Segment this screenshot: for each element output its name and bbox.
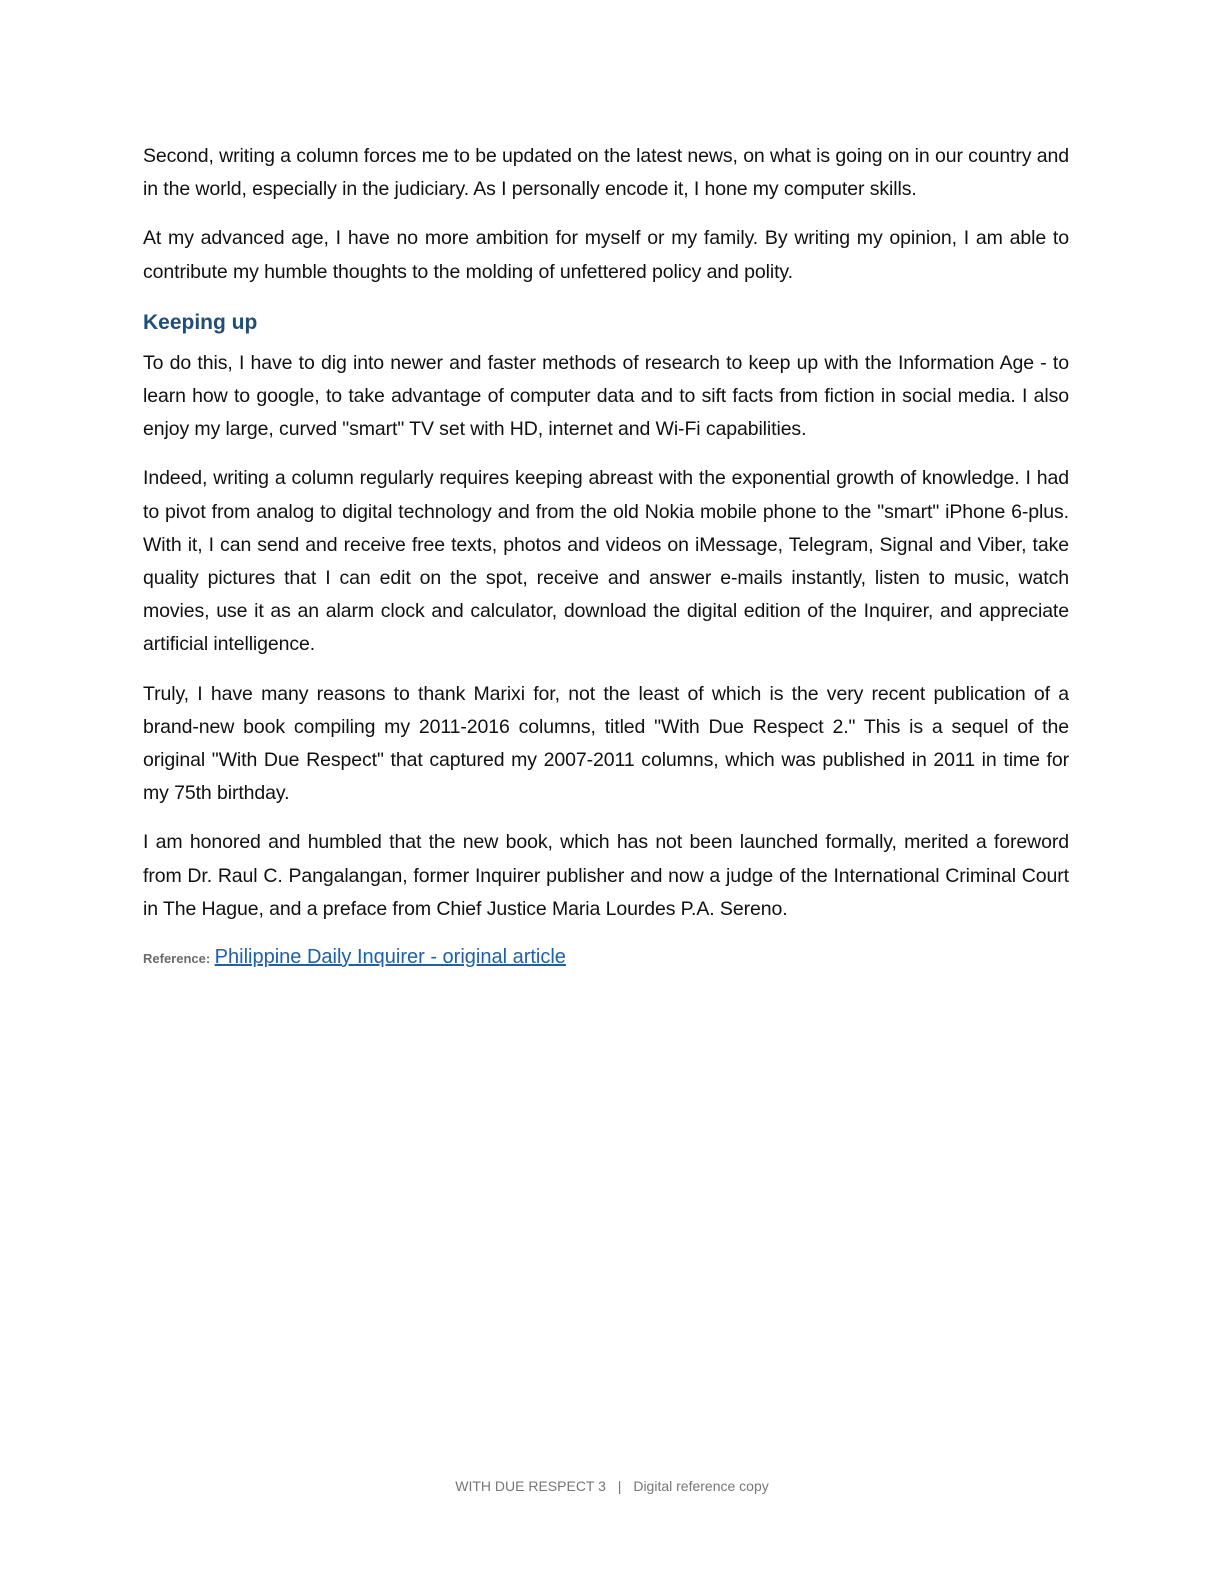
body-paragraph: At my advanced age, I have no more ambition for myself or my family. By writing my opinion, I am able to contribute my humble thoughts to the molding of unfettered policy and polity. <box>143 227 1069 283</box>
body-paragraph: To do this, I have to dig into newer and faster methods of research to keep up with the Information Age - to learn how to google, to take advantage of computer data and to sift facts from fiction in social media. I also enjoy my large, curved "smart" TV set with HD, internet and Wi-Fi capabilities. <box>143 351 1069 441</box>
body-paragraph: Indeed, writing a column regularly requires keeping abreast with the exponential growth of knowledge. I had to pivot from analog to digital technology and from the old Nokia mobile phone to the "smart" iPhone 6-plus. With it, I can send and receive free texts, photos and videos on iMessage, Telegram, Signal and Viber, take quality pictures that I can edit on the spot, receive and answer e-mails instantly, listen to music, watch movies, use it as an alarm clock and calculator, download the digital edition of the Inquirer, and appreciate artificial intelligence. <box>143 467 1069 656</box>
page-body <box>143 140 1069 974</box>
reference-line <box>143 942 1069 974</box>
page-footer <box>0 1478 1224 1494</box>
footer-book-title: WITH DUE RESPECT 3 <box>455 1478 606 1494</box>
footer-separator: | <box>617 1478 622 1494</box>
body-paragraph: Truly, I have many reasons to thank Marixi for, not the least of which is the very recent publication of a brand-new book compiling my 2011-2016 columns, titled "With Due Respect 2." This is a sequel of the original "With Due Respect" that captured my 2007-2011 columns, which was published in 2011 in time for my 75th birthday. <box>143 682 1069 805</box>
body-paragraph: Second, writing a column forces me to be updated on the latest news, on what is going on in our country and in the world, especially in the judiciary. As I personally encode it, I hone my computer skills. <box>143 145 1069 201</box>
reference-label: Reference: <box>143 951 211 967</box>
reference-link[interactable]: Philippine Daily Inquirer - original article <box>214 946 566 969</box>
body-paragraph: I am honored and humbled that the new book, which has not been launched formally, merited a foreword from Dr. Raul C. Pangalangan, former Inquirer publisher and now a judge of the International Criminal Court in The Hague, and a preface from Chief Justice Maria Lourdes P.A. Sereno. <box>143 831 1069 920</box>
section-heading: Keeping up <box>143 310 258 334</box>
footer-note: Digital reference copy <box>633 1478 769 1494</box>
